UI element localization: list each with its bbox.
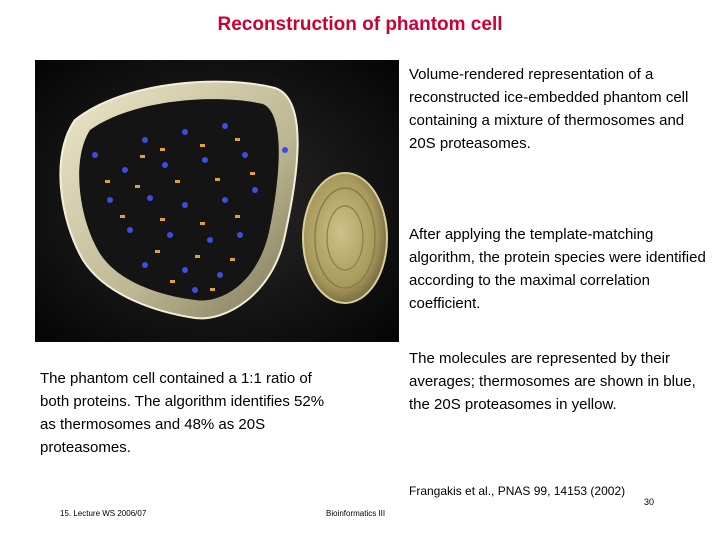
paragraph-color-legend: The molecules are represented by their averages; thermosomes are shown in blue, the 20S proteasomes in yellow. [409,350,696,413]
phantom-cell-render [35,60,399,342]
phantom-cell-image [35,60,399,342]
citation: Frangakis et al., PNAS 99, 14153 (2002) [409,484,626,498]
page-number: 30 [644,497,655,507]
slide-title: Reconstruction of phantom cell [217,14,503,35]
footer-lecture: 15. Lecture WS 2006/07 [60,509,147,518]
paragraph-protein-ratio: The phantom cell contained a 1:1 ratio of both proteins. The algorithm identifies 52% as thermosomes and 48% as 20S proteasomes. [40,370,325,456]
footer-course: Bioinformatics III [326,509,386,518]
paragraph-volume-rendering: Volume-rendered representation of a reconstructed ice-embedded phantom cell containing a mixture of thermosomes and 20S proteasomes. [409,66,689,152]
paragraph-template-matching: After applying the template-matching algorithm, the protein species were identified according to the maximal correlation coefficient. [409,226,706,312]
